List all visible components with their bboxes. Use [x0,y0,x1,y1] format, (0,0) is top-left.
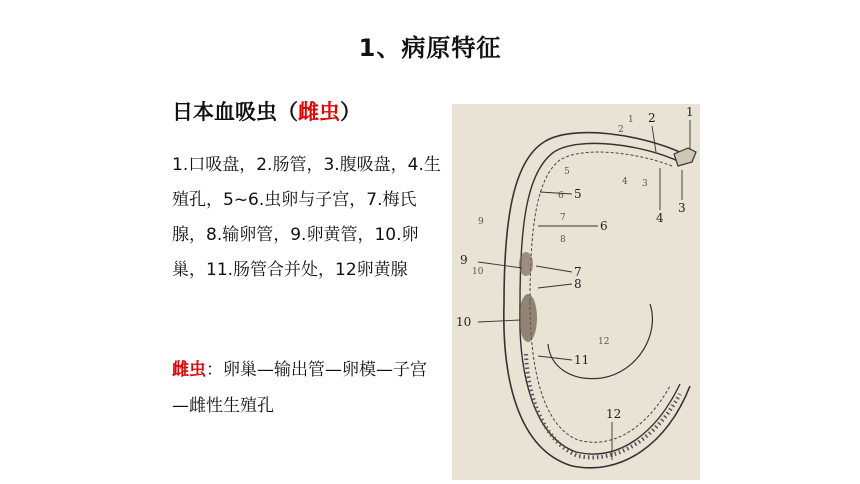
inner-label-3: 3 [642,179,648,189]
figure-label-4: 4 [656,211,664,225]
pathway-text: ：卵巢—输出管—卵模—子宫—雌性生殖孔 [172,360,427,416]
leader-lines [478,120,690,460]
inner-label-1: 1 [628,115,634,125]
inner-label-8: 8 [560,235,566,245]
figure-label-2: 2 [648,111,656,125]
ovary [519,294,537,342]
female-worm-figure [452,104,700,480]
inner-label-10: 10 [472,267,484,277]
figure-label-6: 6 [600,219,608,233]
inner-label-5: 5 [564,167,570,177]
figure-label-1: 1 [686,105,694,119]
body-outline-inner [520,143,680,454]
structure-description: 1.口吸盘，2.肠管，3.腹吸盘，4.生殖孔，5~6.虫卵与子宫，7.梅氏腺，8.输卵管，9.卵黄管，10.卵巢，11.肠管合并处，12卵黄腺 [172,155,441,280]
inner-label-2: 2 [618,125,624,135]
inner-label-6: 6 [558,191,564,201]
figure-label-9: 9 [460,253,468,267]
pathway-lead: 雌虫 [172,360,206,380]
gut-line-b [530,302,670,442]
figure-label-8: 8 [574,277,582,291]
figure-label-12: 12 [606,407,622,421]
inner-label-7: 7 [560,213,566,223]
mehlis-gland [519,252,533,276]
heading-suffix: ） [340,100,361,124]
figure-label-10: 10 [456,315,472,329]
inner-label-4: 4 [622,177,628,187]
figure-label-11: 11 [574,353,590,367]
figure-label-3: 3 [678,201,686,215]
heading-prefix: 日本血吸虫（ [172,100,298,124]
page-title: 1、病原特征 [358,34,502,62]
heading-highlight: 雌虫 [298,100,340,124]
section-heading [172,96,361,126]
reproductive-pathway [172,352,432,424]
inner-label-12: 12 [598,337,610,347]
inner-label-9: 9 [478,217,484,227]
worm-diagram [452,104,700,480]
figure-label-7: 7 [574,265,582,279]
figure-label-5: 5 [574,187,582,201]
